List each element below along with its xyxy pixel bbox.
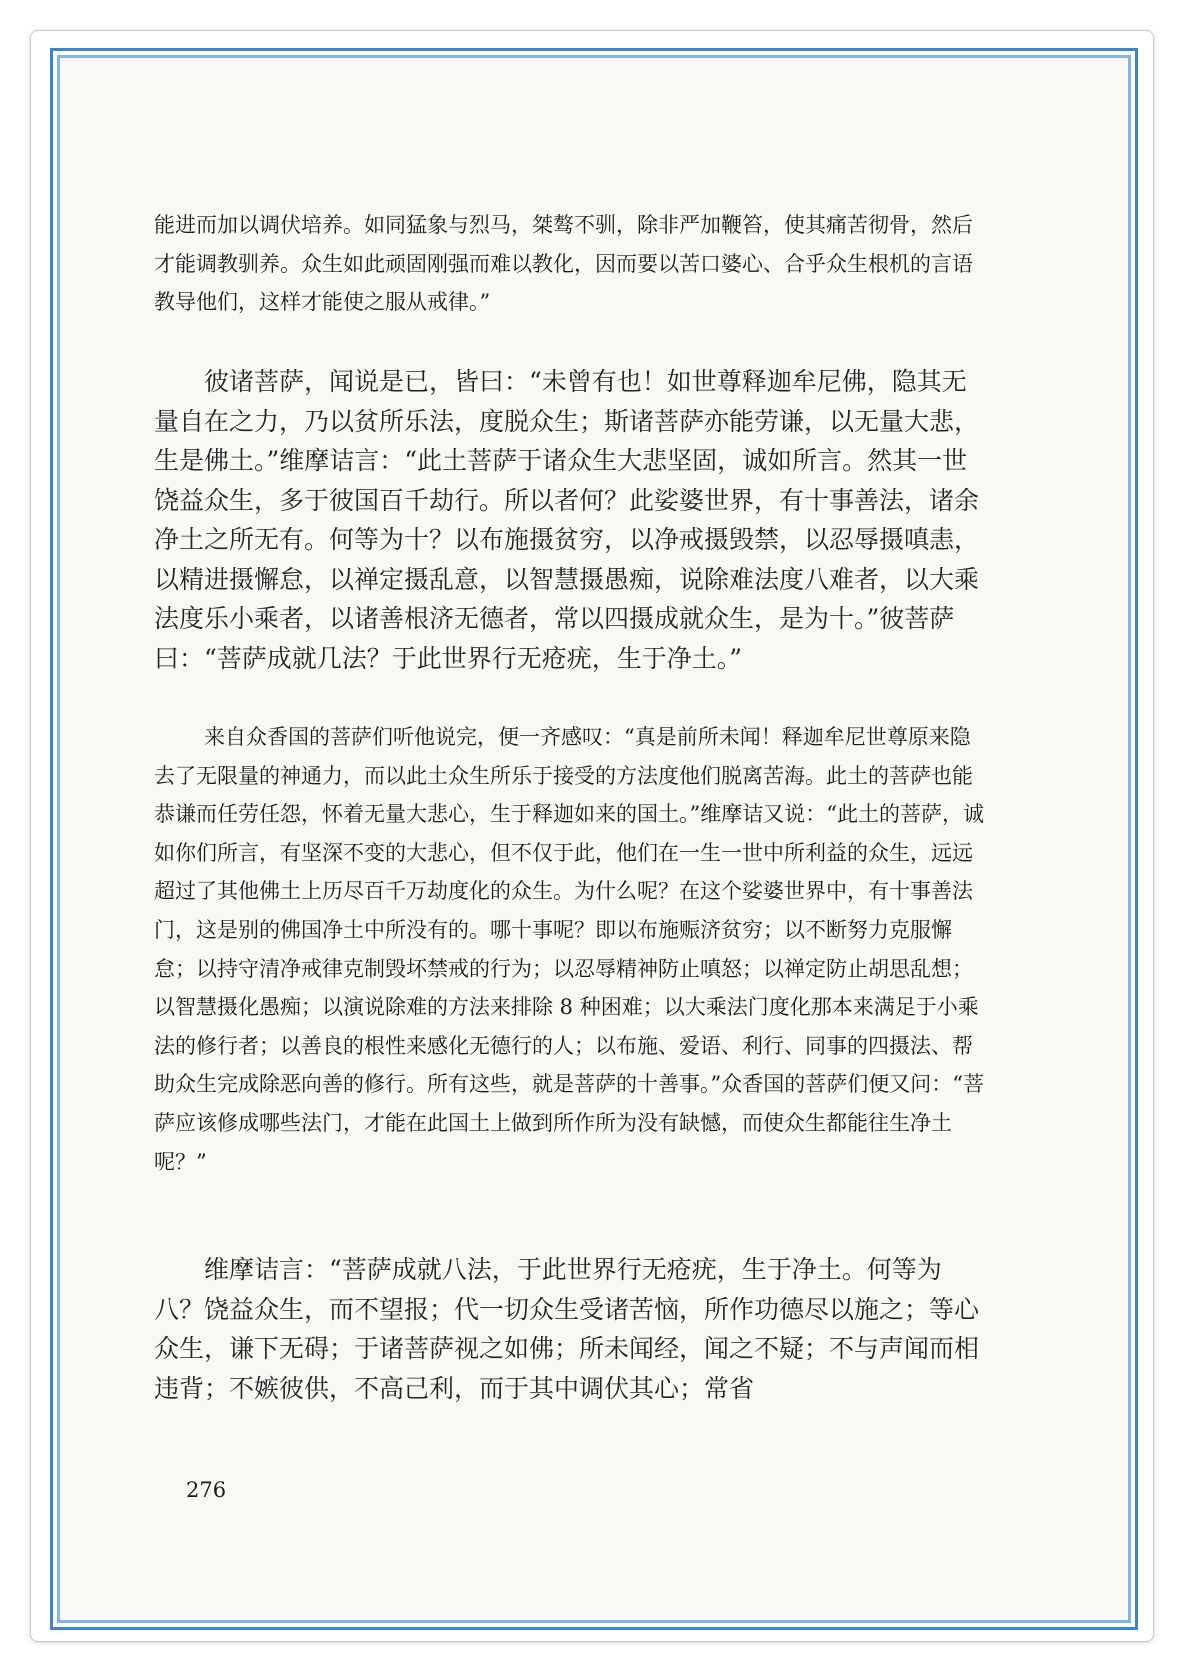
page-number: 276 — [186, 1478, 227, 1502]
commentary-paragraph-1: 能进而加以调伏培养。如同猛象与烈马，桀骜不驯，除非严加鞭笞，使其痛苦彻骨，然后才能调教驯养。众生如此顽固刚强而难以教化，因而要以苦口婆心、合乎众生根机的言语教导他们，这样才能使之服从戒律。” — [154, 213, 973, 315]
commentary-paragraph-2: 来自众香国的菩萨们听他说完，便一齐感叹：“真是前所未闻！释迦牟尼世尊原来隐去了无限量的神通力，而以此土众生所乐于接受的方法度他们脱离苦海。此土的菩萨也能恭谦而任劳任怨，怀着无量大悲心，生于释迦如来的国土。”维摩诘又说：“此土的菩萨，诚如你们所言，有坚深不变的大悲心，但不仅于此，他们在一生一世中所利益的众生，远远超过了其他佛土上历尽百千万劫度化的众生。为什么呢？在这个娑婆世界中，有十事善法门，这是别的佛国净土中所没有的。哪十事呢？即以布施赈济贫穷；以不断努力克服懈怠；以持守清净戒律克制毁坏禁戒的行为；以忍辱精神防止嗔怒；以禅定防止胡思乱想；以智慧摄化愚痴；以演说除难的方法来排除 8 种困难；以大乘法门度化那本来满足于小乘法的修行者；以善良的根性来感化无德行的人；以布施、爱语、利行、同事的四摄法、帮助众生完成除恶向善的修行。所有这些，就是菩萨的十善事。”众香国的菩萨们便又问：“菩萨应该修成哪些法门，才能在此国土上做到所作所为没有缺憾，而使众生都能往生净土呢？” — [154, 725, 984, 1174]
sutra-paragraph-2: 维摩诘言：“菩萨成就八法，于此世界行无疮疣，生于净土。何等为八？饶益众生，而不望报；代一切众生受诸苦恼，所作功德尽以施之；等心众生，谦下无碍；于诸菩萨视之如佛；所未闻经，闻之不疑；不与声闻而相违背；不嫉彼供，不高己利，而于其中调伏其心；常省 — [154, 1255, 980, 1403]
sutra-paragraph-1: 彼诸菩萨，闻说是已，皆曰：“未曾有也！如世尊释迦牟尼佛，隐其无量自在之力，乃以贫所乐法，度脱众生；斯诸菩萨亦能劳谦，以无量大悲，生是佛土。”维摩诘言：“此土菩萨于诸众生大悲坚固，诚如所言。然其一世饶益众生，多于彼国百千劫行。所以者何？此娑婆世界，有十事善法，诸余净土之所无有。何等为十？以布施摄贫穷，以净戒摄毁禁，以忍辱摄嗔恚，以精进摄懈怠，以禅定摄乱意，以智慧摄愚痴，说除难法度八难者，以大乘法度乐小乘者，以诸善根济无德者，常以四摄成就众生，是为十。”彼菩萨曰：“菩萨成就几法？于此世界行无疮疣，生于净土。” — [154, 367, 980, 673]
